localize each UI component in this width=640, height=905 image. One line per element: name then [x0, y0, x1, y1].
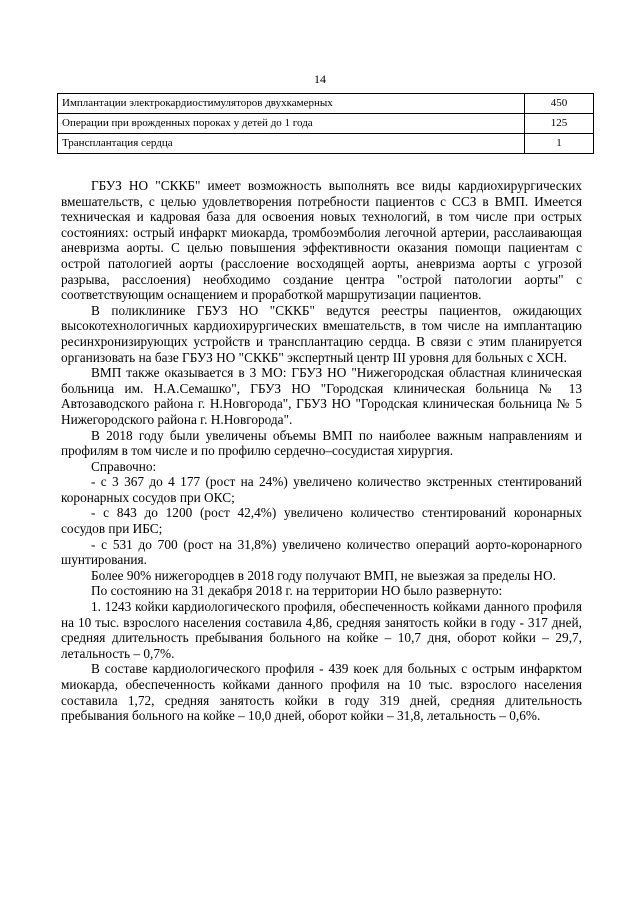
body-text	[61, 178, 582, 724]
paragraph-cardiology-beds: 1. 1243 койки кардиологического профиля, обеспеченность койками данного профиля на 10 тыс. взрослого населения составила 4,86, средняя занятость койки в году - 317 дней, средняя длительность пребывания больного на койке – 10,7 дня, оборот койки – 29,7, летальность – 0,7%.	[61, 599, 582, 661]
procedure-count: 450	[525, 94, 594, 114]
paragraph-registries: В поликлинике ГБУЗ НО "СККБ" ведутся реестры пациентов, ожидающих высокотехнологичных кардиохирургических вмешательств, в том числе на имплантацию ресинхронизирующих устройств и трансплантацию сердца. В связи с этим планируется организовать на базе ГБУЗ НО "СККБ" экспертный центр III уровня для больных с ХСН.	[61, 302, 582, 365]
page-number: 14	[314, 72, 326, 86]
paragraph-reference-label: Справочно:	[91, 458, 157, 474]
procedure-count: 125	[525, 114, 594, 134]
paragraph-medical-orgs: ВМП также оказывается в 3 МО: ГБУЗ НО "Нижегородская областная клиническая больница им. Н.А.Семашко", ГБУЗ НО "Городская клиническая больница № 13 Автозаводского района г. Н.Новгорода", ГБУЗ НО "Городская клиническая больница № 5 Нижегородского района г. Н.Новгорода".	[61, 365, 582, 427]
procedure-name: Операции при врожденных пороках у детей до 1 года	[58, 114, 525, 134]
paragraph-capabilities: ГБУЗ НО "СККБ" имеет возможность выполнять все виды кардиохирургических вмешательств, с целью удовлетворения потребности пациентов с ССЗ в ВМП. Имеется техническая и кадровая база для освоения новых технологий, в том числе при острых состояниях: острый инфаркт миокарда, тромбоэмболия легочной артерии, расслаивающая аневризма аорты. С целью повышения эффективности оказания помощи пациентам с острой патологией аорты (расслоение восходящей аорты, аневризма аорты с угрозой разрыва, расслоения) необходимо создание центра "острой патологии аорты" с соответствующим оснащением и проработкой маршрутизации пациентов.	[61, 178, 582, 303]
procedures-table	[57, 93, 594, 154]
procedure-name: Имплантации электрокардиостимуляторов двухкамерных	[58, 94, 525, 114]
procedure-name: Трансплантация сердца	[58, 134, 525, 154]
list-item-stenting-oks: - с 3 367 до 4 177 (рост на 24%) увеличено количество экстренных стентирований коронарных сосудов при ОКС;	[61, 474, 582, 505]
paragraph-beds-intro: По состоянию на 31 декабря 2018 г. на территории НО было развернуто:	[91, 583, 503, 599]
procedure-count: 1	[525, 134, 594, 154]
table-row	[58, 134, 594, 154]
paragraph-infarction-beds: В составе кардиологического профиля - 439 коек для больных с острым инфарктом миокарда, обеспеченность койками данного профиля на 10 тыс. взрослого населения составила 1,72, средняя занятость койки в году 319 дней, средняя длительность пребывания больного на койке – 10,0 дней, оборот койки – 31,8, летальность – 0,6%.	[61, 661, 582, 724]
list-item-bypass: - с 531 до 700 (рост на 31,8%) увеличено количество операций аорто-коронарного шунтирования.	[61, 536, 582, 568]
paragraph-volumes-2018: В 2018 году были увеличены объемы ВМП по наиболее важным направлениям и профилям в том числе и по профилю сердечно–сосудистая хирургия.	[61, 427, 582, 459]
table-row	[58, 114, 594, 134]
list-item-stenting-ibs: - с 843 до 1200 (рост 42,4%) увеличено количество стентирований коронарных сосудов при ИБС;	[61, 505, 582, 537]
paragraph-vmp-share: Более 90% нижегородцев в 2018 году получают ВМП, не выезжая за пределы НО.	[91, 567, 556, 583]
table-row	[58, 94, 594, 114]
